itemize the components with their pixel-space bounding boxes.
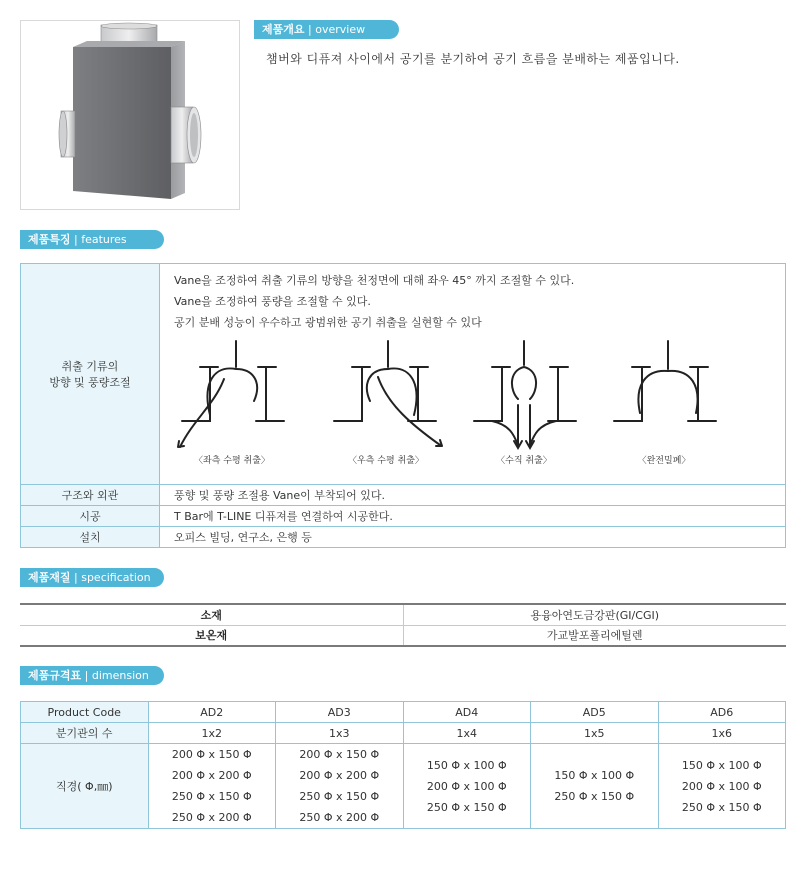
features-label-structure: 구조와 외관 bbox=[21, 485, 160, 506]
dim-diameter: 200 Φ x 200 Φ bbox=[299, 769, 380, 782]
duct-box-image bbox=[21, 21, 239, 209]
product-photo bbox=[20, 20, 240, 210]
specification-title-en: | specification bbox=[74, 571, 151, 584]
table-row bbox=[21, 264, 786, 485]
dim-code: AD5 bbox=[531, 702, 659, 723]
vane-diagrams bbox=[174, 335, 734, 483]
table-row bbox=[20, 625, 786, 646]
dim-diameter: 250 Φ x 150 Φ bbox=[681, 800, 762, 814]
dim-diameter-cell-ad5 bbox=[531, 744, 659, 829]
spec-key-insulation: 보온재 bbox=[20, 625, 403, 646]
table-row bbox=[21, 744, 786, 829]
features-heading bbox=[20, 230, 164, 249]
dim-diameter: 150 Φ x 100 Φ bbox=[426, 758, 507, 772]
dim-diameter: 250 Φ x 150 Φ bbox=[554, 790, 635, 803]
dim-diameter-cell-ad3 bbox=[276, 744, 404, 829]
dim-diameter: 150 Φ x 100 Φ bbox=[554, 769, 635, 782]
spec-value-material: 용융아연도금강판(GI/CGI) bbox=[403, 604, 786, 625]
dim-code: AD2 bbox=[148, 702, 276, 723]
table-row bbox=[20, 604, 786, 625]
dim-branch: 1x2 bbox=[148, 723, 276, 744]
dim-diameter: 250 Φ x 200 Φ bbox=[171, 811, 252, 824]
dim-header-diameter: 직경( Φ,㎜) bbox=[21, 744, 149, 829]
dim-diameter: 250 Φ x 200 Φ bbox=[299, 811, 380, 824]
dim-diameter: 200 Φ x 100 Φ bbox=[681, 779, 762, 793]
dim-branch: 1x3 bbox=[276, 723, 404, 744]
features-title-ko: 제품특징 bbox=[28, 233, 71, 246]
dim-branch: 1x5 bbox=[531, 723, 659, 744]
specification-title-ko: 제품재질 bbox=[28, 571, 71, 584]
diagram-caption: 〈완전밀폐〉 bbox=[637, 456, 691, 466]
features-value-structure: 풍향 및 풍량 조절용 Vane이 부착되어 있다. bbox=[160, 485, 786, 506]
dimension-heading bbox=[20, 666, 164, 685]
dim-header-branches: 분기관의 수 bbox=[21, 723, 149, 744]
diagram-caption: 〈수직 취출〉 bbox=[496, 456, 552, 466]
dim-diameter: 150 Φ x 100 Φ bbox=[681, 758, 762, 772]
table-row bbox=[21, 702, 786, 723]
dim-branch: 1x4 bbox=[403, 723, 531, 744]
dim-code: AD4 bbox=[403, 702, 531, 723]
overview-heading bbox=[254, 20, 399, 39]
dim-diameter-cell-ad2 bbox=[148, 744, 276, 829]
table-row bbox=[21, 506, 786, 527]
diagram-right-horizontal bbox=[334, 341, 442, 446]
dim-diameter: 200 Φ x 150 Φ bbox=[299, 748, 380, 761]
spec-value-insulation: 가교발포폴리에틸렌 bbox=[546, 629, 643, 643]
features-label-installation: 설치 bbox=[21, 527, 160, 548]
table-row bbox=[21, 485, 786, 506]
features-line: 공기 분배 성능이 우수하고 광범위한 공기 취출을 실현할 수 있다 bbox=[174, 316, 482, 329]
features-line: Vane을 조정하여 풍량을 조절할 수 있다. bbox=[174, 295, 371, 308]
dim-diameter: 200 Φ x 150 Φ bbox=[171, 748, 252, 761]
features-label-direction bbox=[21, 264, 160, 485]
features-value-construction: T Bar에 T-LINE 디퓨져를 연결하여 시공한다. bbox=[160, 506, 786, 527]
diagram-caption: 〈좌측 수평 취출〉 bbox=[194, 456, 270, 466]
dim-diameter: 250 Φ x 150 Φ bbox=[426, 800, 507, 814]
dim-header-product-code: Product Code bbox=[21, 702, 149, 723]
specification-table bbox=[20, 603, 786, 647]
diagram-left-horizontal bbox=[178, 341, 284, 447]
diagram-caption: 〈우측 수평 취출〉 bbox=[348, 456, 424, 466]
dim-diameter: 200 Φ x 200 Φ bbox=[171, 769, 252, 782]
diagram-vertical bbox=[474, 341, 576, 448]
features-title-en: | features bbox=[74, 233, 127, 246]
specification-heading bbox=[20, 568, 164, 587]
table-row bbox=[21, 723, 786, 744]
dim-code: AD3 bbox=[276, 702, 404, 723]
spec-key-material: 소재 bbox=[20, 604, 403, 625]
dimension-title-en: | dimension bbox=[84, 669, 149, 682]
features-direction-cell bbox=[160, 264, 786, 485]
dim-code: AD6 bbox=[658, 702, 786, 723]
overview-text: 챔버와 디퓨져 사이에서 공기를 분기하여 공기 흐름을 분배하는 제품입니다. bbox=[266, 52, 680, 66]
dim-branch: 1x6 bbox=[658, 723, 786, 744]
features-table bbox=[20, 263, 786, 548]
overview-title-ko: 제품개요 bbox=[262, 23, 305, 36]
dim-diameter: 250 Φ x 150 Φ bbox=[171, 790, 252, 803]
features-line: Vane을 조정하여 취출 기류의 방향을 천정면에 대해 좌우 45° 까지 조절할 수 있다. bbox=[174, 274, 575, 287]
features-label-construction: 시공 bbox=[21, 506, 160, 527]
diagram-closed bbox=[614, 341, 716, 421]
dimension-table bbox=[20, 701, 786, 829]
features-value-installation: 오피스 빌딩, 연구소, 은행 등 bbox=[160, 527, 786, 548]
dim-diameter: 250 Φ x 150 Φ bbox=[299, 790, 380, 803]
dim-diameter-cell-ad6 bbox=[658, 744, 786, 829]
features-label-line: 취출 기류의 bbox=[61, 360, 119, 373]
features-label-line: 방향 및 풍량조절 bbox=[49, 376, 131, 389]
overview-title-en: | overview bbox=[308, 23, 366, 36]
dim-diameter: 200 Φ x 100 Φ bbox=[426, 779, 507, 793]
dim-diameter-cell-ad4 bbox=[403, 744, 531, 829]
table-row bbox=[21, 527, 786, 548]
dimension-title-ko: 제품규격표 bbox=[28, 669, 82, 682]
